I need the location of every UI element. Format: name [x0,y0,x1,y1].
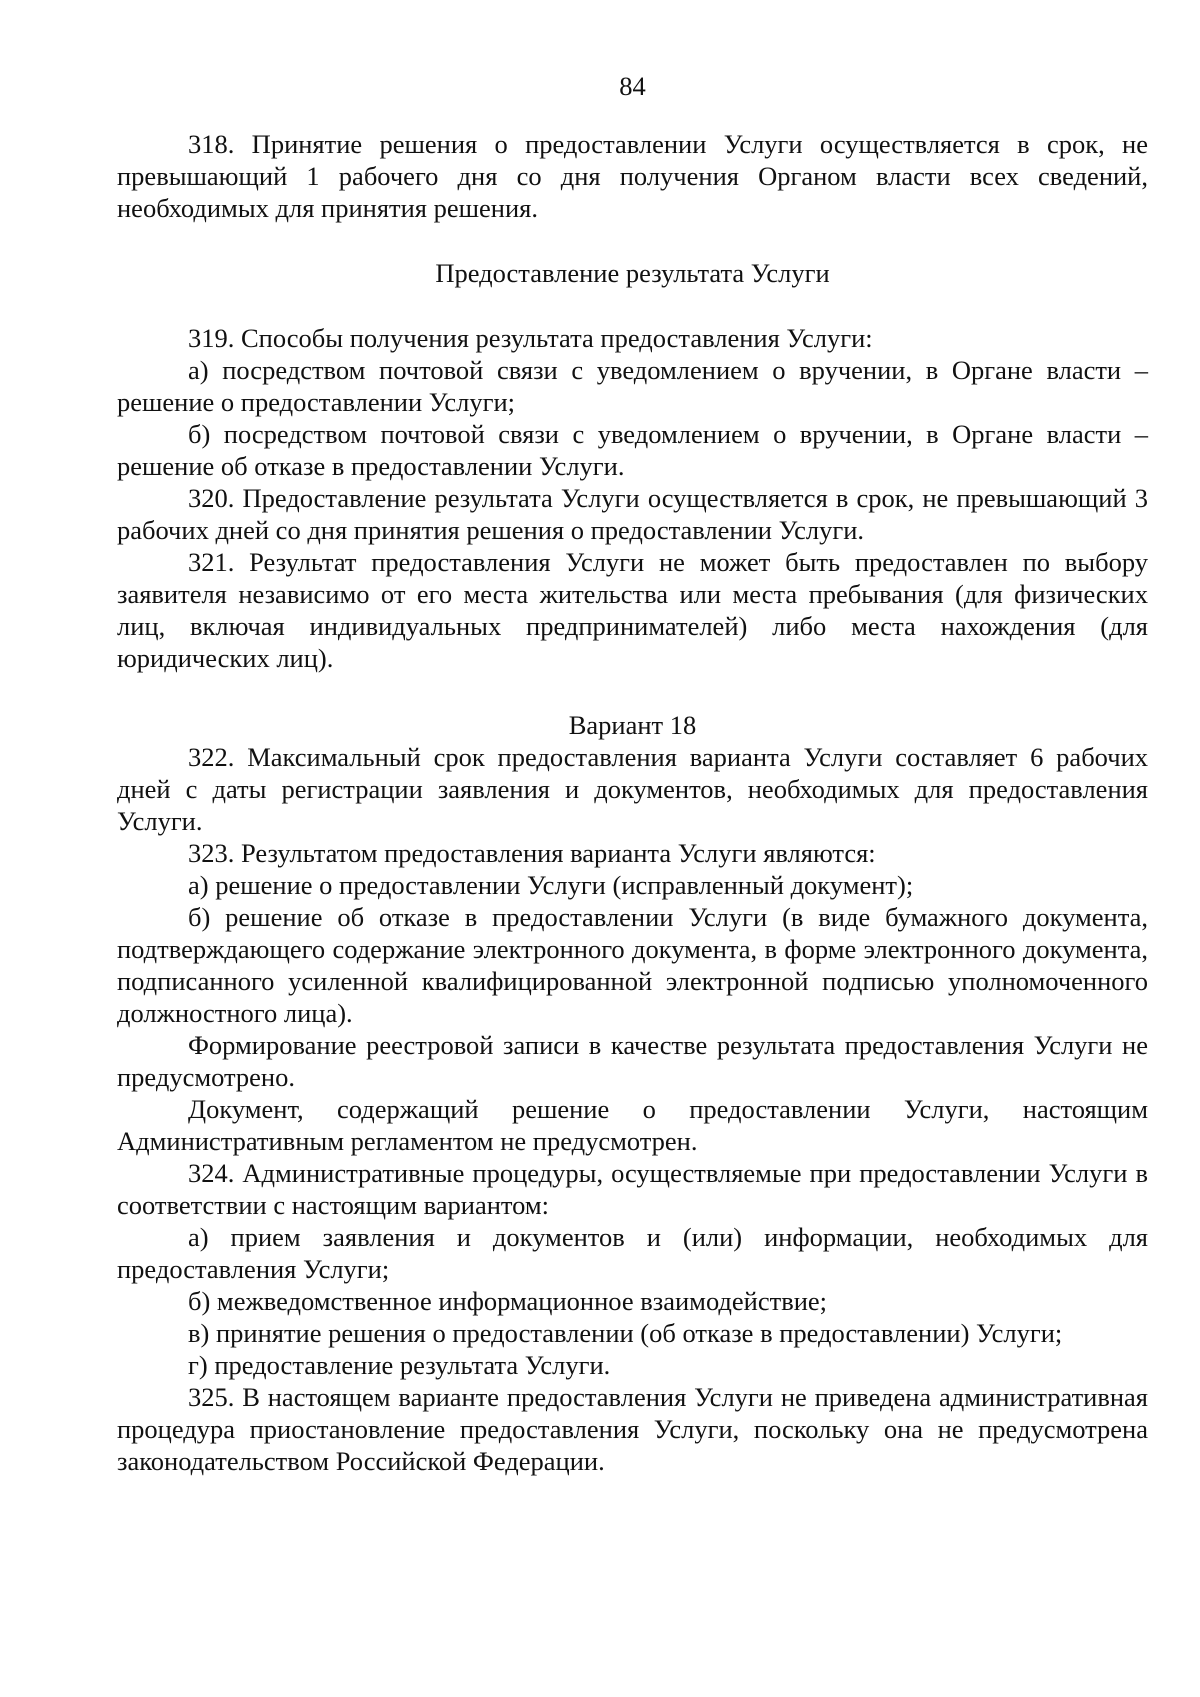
paragraph-324: 324. Административные процедуры, осуществляемые при предоставлении Услуги в соответствии с настоящим вариантом: [117,1158,1148,1220]
paragraph-document: Документ, содержащий решение о предоставлении Услуги, настоящим Административным регламентом не предусмотрен. [117,1094,1148,1156]
paragraph-323-b: б) решение об отказе в предоставлении Услуги (в виде бумажного документа, подтверждающего содержание электронного документа, в форме электронного документа, подписанного усиленной квалифицированной электронной подписью уполномоченного должностного лица). [117,902,1148,1028]
paragraph-319-b: б) посредством почтовой связи с уведомлением о вручении, в Органе власти – решение об отказе в предоставлении Услуги. [117,419,1148,481]
section-heading-variant: Вариант 18 [568,710,697,740]
paragraph-323-a: а) решение о предоставлении Услуги (исправленный документ); [188,870,914,900]
paragraph-322: 322. Максимальный срок предоставления варианта Услуги составляет 6 рабочих дней с даты регистрации заявления и документов, необходимых для предоставления Услуги. [117,742,1148,836]
document-page [117,70,1148,1477]
spacer [117,224,1148,257]
spacer [117,674,1148,709]
page-number: 84 [619,71,646,101]
paragraph-registry: Формирование реестровой записи в качестве результата предоставления Услуги не предусмотрено. [117,1030,1148,1092]
paragraph-318: 318. Принятие решения о предоставлении Услуги осуществляется в срок, не превышающий 1 рабочего дня со дня получения Органом власти всех сведений, необходимых для принятия решения. [117,129,1148,223]
spacer [117,289,1148,322]
paragraph-324-d: г) предоставление результата Услуги. [188,1350,611,1380]
paragraph-325: 325. В настоящем варианте предоставления Услуги не приведена административная процедура приостановление предоставления Услуги, поскольку она не предусмотрена законодательством Российской Федерации. [117,1382,1148,1476]
paragraph-324-c: в) принятие решения о предоставлении (об отказе в предоставлении) Услуги; [188,1318,1063,1348]
paragraph-319-a: а) посредством почтовой связи с уведомлением о вручении, в Органе власти – решение о предоставлении Услуги; [117,355,1148,417]
paragraph-321: 321. Результат предоставления Услуги не может быть предоставлен по выбору заявителя независимо от его места жительства или места пребывания (для физических лиц, включая индивидуальных предпринимателей) либо места нахождения (для юридических лиц). [117,547,1148,673]
paragraph-324-a: а) прием заявления и документов и (или) информации, необходимых для предоставления Услуги; [117,1222,1148,1284]
paragraph-320: 320. Предоставление результата Услуги осуществляется в срок, не превышающий 3 рабочих дней со дня принятия решения о предоставлении Услуги. [117,483,1148,545]
paragraph-319: 319. Способы получения результата предоставления Услуги: [188,323,873,353]
paragraph-323: 323. Результатом предоставления варианта Услуги являются: [188,838,876,868]
paragraph-324-b: б) межведомственное информационное взаимодействие; [188,1286,828,1316]
section-heading-result: Предоставление результата Услуги [435,258,830,288]
